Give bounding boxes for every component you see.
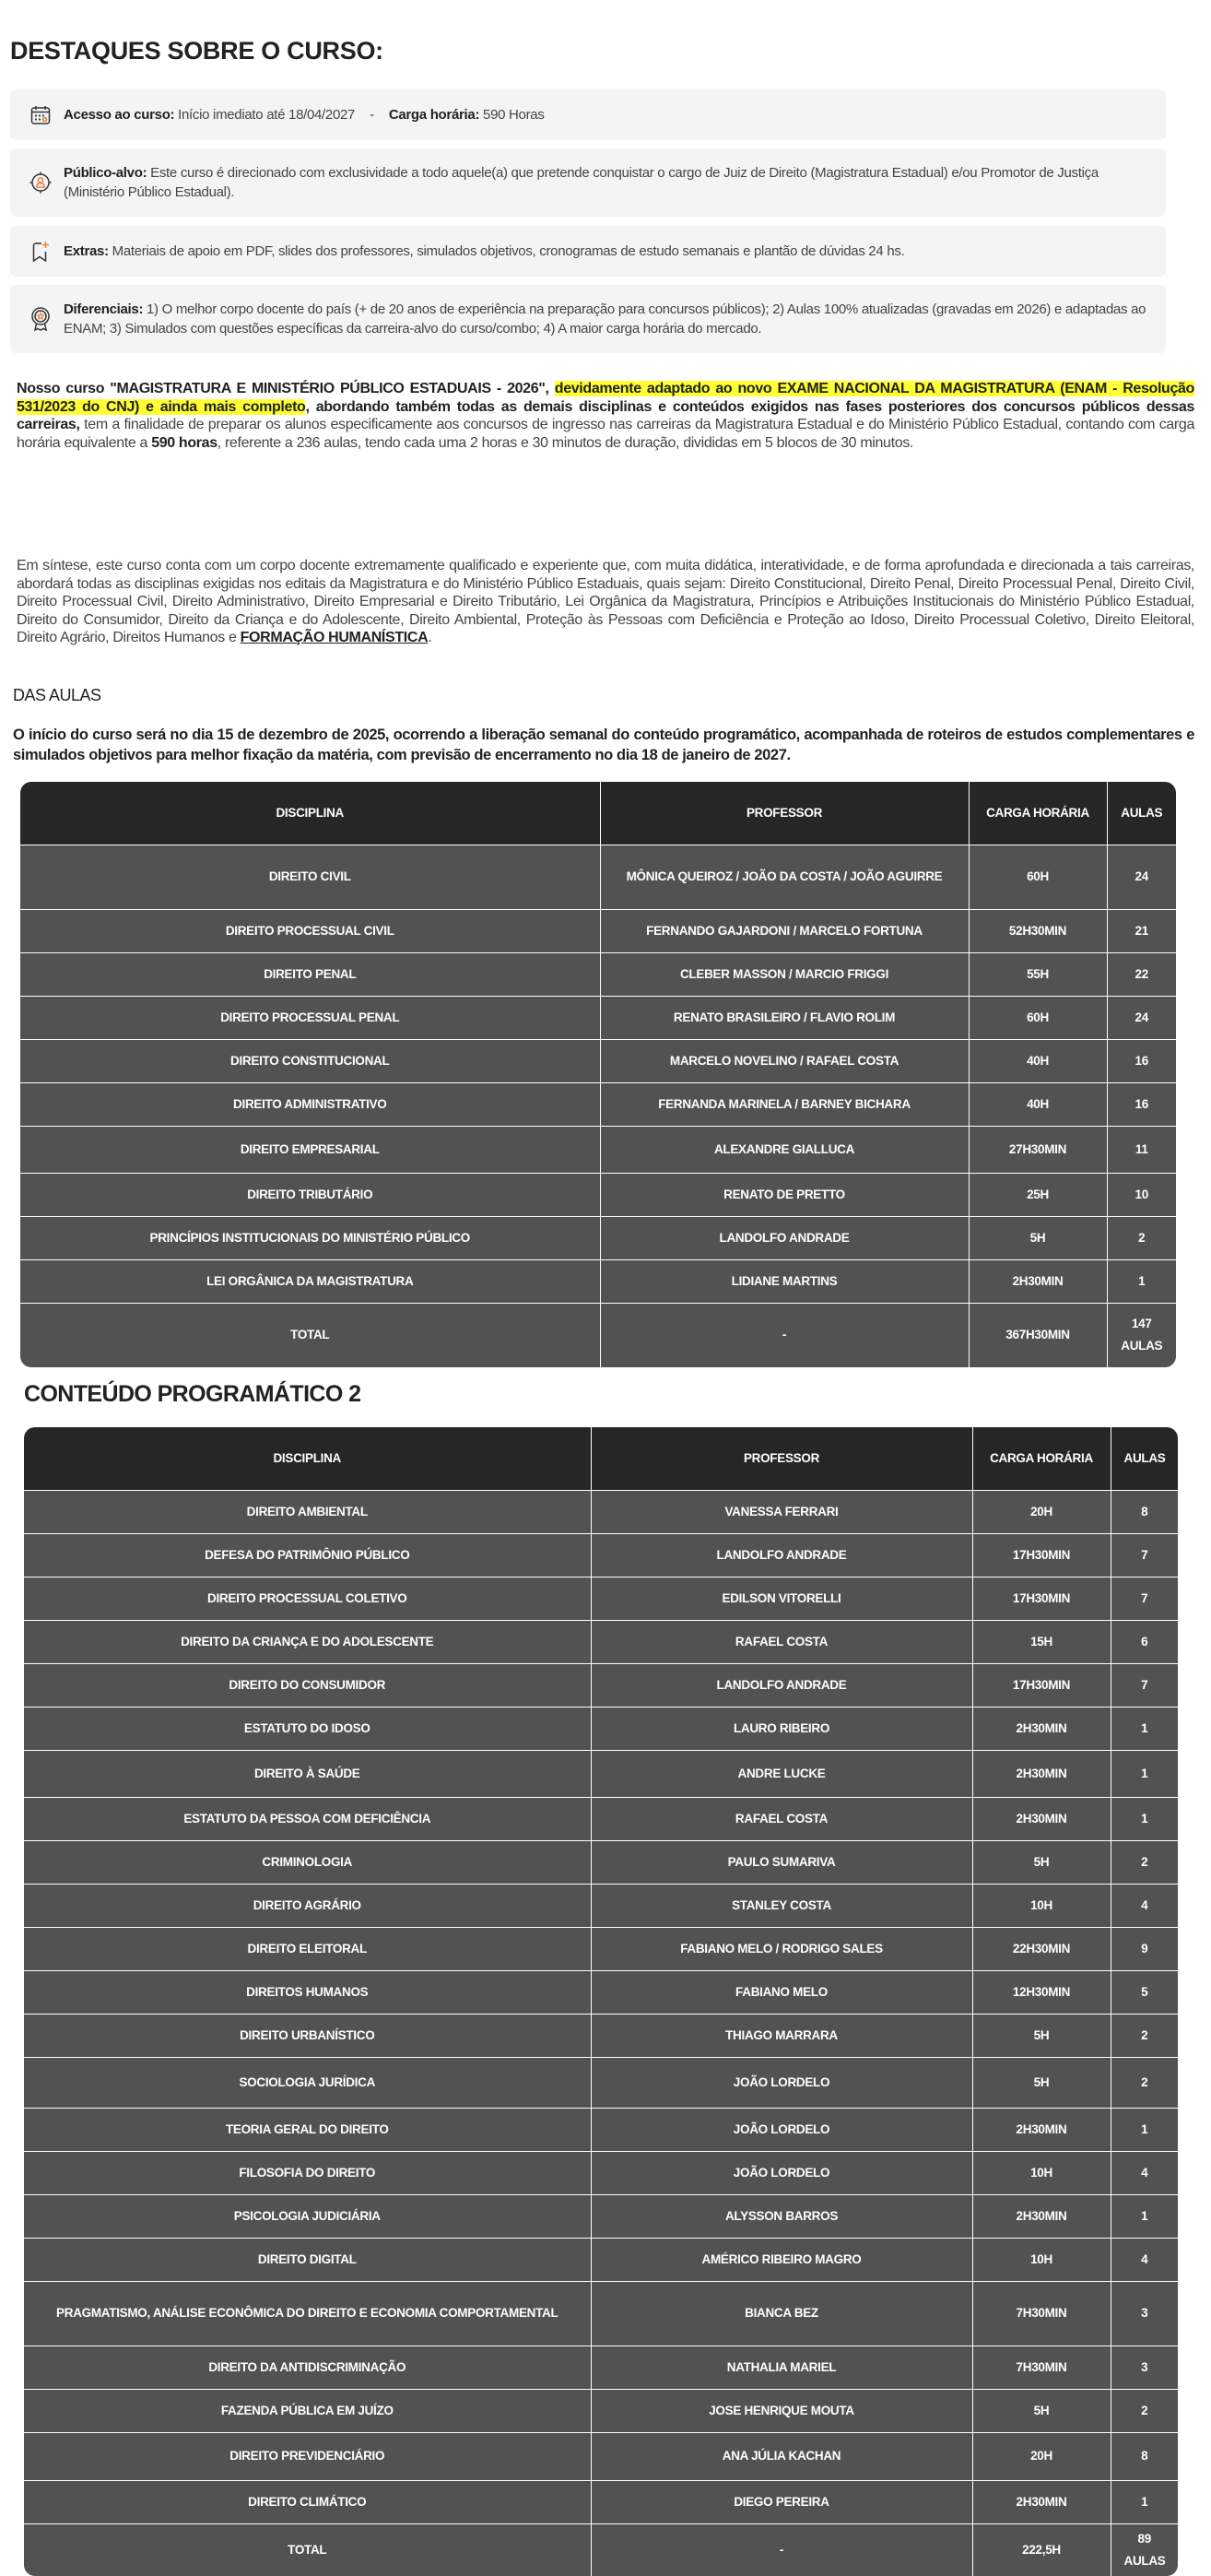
cell-discipline: DIREITO PROCESSUAL CIVIL: [20, 909, 600, 952]
table-row: [20, 845, 1176, 909]
access-info-box: [10, 89, 1166, 140]
table-row: [20, 909, 1176, 952]
cell-discipline: PRAGMATISMO, ANÁLISE ECONÔMICA DO DIREITO E ECONOMIA COMPORTAMENTAL: [24, 2281, 591, 2346]
table-row: [24, 2194, 1178, 2238]
extras-label: Extras:: [64, 243, 109, 259]
cell-discipline: DIREITO CIVIL: [20, 845, 600, 909]
cell-discipline: LEI ORGÂNICA DA MAGISTRATURA: [20, 1259, 600, 1303]
table-header-row: [24, 1427, 1178, 1490]
cell-discipline: ESTATUTO DA PESSOA COM DEFICIÊNCIA: [24, 1797, 591, 1840]
cell-professor: RAFAEL COSTA: [591, 1797, 972, 1840]
cell-discipline: DIREITO PROCESSUAL PENAL: [20, 996, 600, 1039]
cell-workload: 5H: [972, 2389, 1111, 2432]
cell-professor: FERNANDA MARINELA / BARNEY BICHARA: [600, 1082, 969, 1126]
target-audience-value: Este curso é direcionado com exclusividade a todo aquele(a) que pretende conquistar o cargo de Juiz de Direito (Magistratura Estadual) e/ou Promotor de Justiça (Ministério Público Estadual).: [64, 165, 1099, 200]
cell-classes: 3: [1111, 2281, 1178, 2346]
cell-workload: 5H: [972, 1840, 1111, 1884]
table-row: [24, 2281, 1178, 2346]
cell-professor: JOÃO LORDELO: [591, 2108, 972, 2151]
cell-discipline: DIREITOS HUMANOS: [24, 1970, 591, 2014]
cell-workload: 15H: [972, 1620, 1111, 1663]
separator: -: [370, 107, 374, 123]
table-row: [20, 1039, 1176, 1082]
cell-classes: 1: [1111, 1750, 1178, 1797]
cell-classes: 16: [1107, 1082, 1176, 1126]
column-header-workload: CARGA HORÁRIA: [969, 782, 1107, 845]
cell-workload: 60H: [969, 845, 1107, 909]
cell-classes: 3: [1111, 2346, 1178, 2389]
cell-professor: PAULO SUMARIVA: [591, 1840, 972, 1884]
column-header-discipline: DISCIPLINA: [24, 1427, 591, 1490]
extras-box: [10, 226, 1166, 277]
cell-workload: 20H: [972, 1490, 1111, 1533]
table-row: [24, 2108, 1178, 2151]
table-row: [24, 1840, 1178, 1884]
enam-highlight: devidamente adaptado ao novo EXAME NACIONAL DA MAGISTRATURA (ENAM - Resolução 531/2023 do CNJ) e ainda mais completo: [17, 381, 1194, 415]
cell-professor: STANLEY COSTA: [591, 1884, 972, 1927]
cell-discipline: PRINCÍPIOS INSTITUCIONAIS DO MINISTÉRIO PÚBLICO: [20, 1216, 600, 1259]
cell-workload: 22H30MIN: [972, 1927, 1111, 1970]
table-row: [24, 1577, 1178, 1620]
table-row: [24, 1620, 1178, 1663]
table-row: [24, 1797, 1178, 1840]
cell-classes: 24: [1107, 996, 1176, 1039]
cell-classes: 1: [1111, 1797, 1178, 1840]
cell-classes: 2: [1107, 1216, 1176, 1259]
cell-professor: NATHALIA MARIEL: [591, 2346, 972, 2389]
cell-workload: 52H30MIN: [969, 909, 1107, 952]
cell-workload: 5H: [972, 2057, 1111, 2108]
cell-workload: 17H30MIN: [972, 1663, 1111, 1707]
cell-professor: DIEGO PEREIRA: [591, 2480, 972, 2523]
cell-discipline: PSICOLOGIA JUDICIÁRIA: [24, 2194, 591, 2238]
table-row: [24, 2057, 1178, 2108]
cell-workload: 2H30MIN: [969, 1259, 1107, 1303]
cell-workload: 17H30MIN: [972, 1577, 1111, 1620]
hours-total: 590 horas: [151, 434, 218, 451]
course-start-paragraph: O início do curso será no dia 15 de dezembro de 2025, ocorrendo a liberação semanal do conteúdo programático, acompanhada de roteiros de estudos complementares e simulados objetivos para melhor fixação da matéria, com previsão de encerramento no dia 18 de janeiro de 2027.: [13, 727, 1194, 763]
cell-professor: JOÃO LORDELO: [591, 2057, 972, 2108]
cell-professor: LANDOLFO ANDRADE: [591, 1663, 972, 1707]
cell-discipline: CRIMINOLOGIA: [24, 1840, 591, 1884]
intro-end: , referente a 236 aulas, tendo cada uma 2 horas e 30 minutos de duração, divididas em 5 blocos de 30 minutos.: [217, 434, 913, 451]
cell-discipline: DIREITO CLIMÁTICO: [24, 2480, 591, 2523]
cell-workload: 55H: [969, 952, 1107, 996]
cell-discipline: DIREITO PENAL: [20, 952, 600, 996]
cell-workload: 20H: [972, 2432, 1111, 2480]
cell-discipline: TEORIA GERAL DO DIREITO: [24, 2108, 591, 2151]
cell-classes: 22: [1107, 952, 1176, 996]
cell-professor: MÔNICA QUEIROZ / JOÃO DA COSTA / JOÃO AGUIRRE: [600, 845, 969, 909]
cell-professor: -: [591, 2523, 972, 2576]
table-row: [20, 1216, 1176, 1259]
cell-classes: 21: [1107, 909, 1176, 952]
cell-professor: MARCELO NOVELINO / RAFAEL COSTA: [600, 1039, 969, 1082]
column-header-professor: PROFESSOR: [600, 782, 969, 845]
cell-classes: 4: [1111, 2238, 1178, 2281]
extras-value: Materiais de apoio em PDF, slides dos professores, simulados objetivos, cronogramas de estudo semanais e plantão de dúvidas 24 hs.: [108, 243, 905, 259]
table-row: [20, 996, 1176, 1039]
cell-classes: 1: [1111, 2480, 1178, 2523]
cell-discipline: DIREITO ELEITORAL: [24, 1927, 591, 1970]
cell-professor: ALEXANDRE GIALLUCA: [600, 1126, 969, 1173]
table-row: [24, 1884, 1178, 1927]
cell-discipline: DIREITO À SAÚDE: [24, 1750, 591, 1797]
cell-discipline: FILOSOFIA DO DIREITO: [24, 2151, 591, 2194]
cell-discipline: DIREITO DIGITAL: [24, 2238, 591, 2281]
cell-professor: THIAGO MARRARA: [591, 2014, 972, 2057]
cell-professor: LANDOLFO ANDRADE: [600, 1216, 969, 1259]
cell-discipline: TOTAL: [20, 1303, 600, 1367]
cell-professor: CLEBER MASSON / MARCIO FRIGGI: [600, 952, 969, 996]
differentials-box: [10, 285, 1166, 353]
target-audience-box: [10, 148, 1166, 217]
highlights-title: DESTAQUES SOBRE O CURSO:: [10, 37, 383, 65]
cell-workload: 2H30MIN: [972, 2480, 1111, 2523]
cell-workload: 2H30MIN: [972, 1797, 1111, 1840]
cell-classes: 1: [1111, 2194, 1178, 2238]
cell-professor: BIANCA BEZ: [591, 2281, 972, 2346]
summary-end: .: [428, 630, 432, 645]
cell-professor: FERNANDO GAJARDONI / MARCELO FORTUNA: [600, 909, 969, 952]
cell-discipline: DIREITO AGRÁRIO: [24, 1884, 591, 1927]
cell-classes: 7: [1111, 1663, 1178, 1707]
cell-workload: 7H30MIN: [972, 2346, 1111, 2389]
cell-professor: ALYSSON BARROS: [591, 2194, 972, 2238]
cell-classes: 2: [1111, 2014, 1178, 2057]
cell-classes: 10: [1107, 1173, 1176, 1216]
cell-professor: FABIANO MELO: [591, 1970, 972, 2014]
cell-workload: 5H: [972, 2014, 1111, 2057]
curriculum-table-2-container: [24, 1427, 1178, 2576]
intro-rest: tem a finalidade de preparar os alunos especificamente aos concursos de ingresso nas carreiras da Magistratura Estadual e do Ministério Público Estadual, contando com carga horária equivalente a: [17, 417, 1194, 451]
cell-classes: 16: [1107, 1039, 1176, 1082]
cell-professor: ANA JÚLIA KACHAN: [591, 2432, 972, 2480]
cell-workload: 25H: [969, 1173, 1107, 1216]
table-row: [24, 2389, 1178, 2432]
access-label: Acesso ao curso:: [64, 107, 175, 123]
cell-discipline: DEFESA DO PATRIMÔNIO PÚBLICO: [24, 1533, 591, 1577]
humanistic-formation-link[interactable]: FORMAÇÃO HUMANÍSTICA: [240, 630, 429, 645]
cell-professor: ANDRE LUCKE: [591, 1750, 972, 1797]
column-header-classes: AULAS: [1111, 1427, 1178, 1490]
course-name-text: Nosso curso "MAGISTRATURA E MINISTÉRIO PÚBLICO ESTADUAIS - 2026",: [17, 381, 549, 396]
cell-professor: VANESSA FERRARI: [591, 1490, 972, 1533]
column-header-discipline: DISCIPLINA: [20, 782, 600, 845]
cell-discipline: DIREITO TRIBUTÁRIO: [20, 1173, 600, 1216]
cell-classes: 7: [1111, 1577, 1178, 1620]
cell-discipline: DIREITO URBANÍSTICO: [24, 2014, 591, 2057]
cell-discipline: DIREITO CONSTITUCIONAL: [20, 1039, 600, 1082]
cell-professor: EDILSON VITORELLI: [591, 1577, 972, 1620]
table-total-row: [20, 1303, 1176, 1367]
table-row: [24, 1970, 1178, 2014]
cell-professor: RENATO DE PRETTO: [600, 1173, 969, 1216]
cell-workload: 222,5H: [972, 2523, 1111, 2576]
cell-workload: 10H: [972, 2151, 1111, 2194]
cell-workload: 2H30MIN: [972, 1750, 1111, 1797]
cell-classes: 2: [1111, 2057, 1178, 2108]
cell-workload: 2H30MIN: [972, 2108, 1111, 2151]
target-user-icon: [27, 169, 54, 196]
cell-classes: 5: [1111, 1970, 1178, 2014]
intro-bold-continuation: , abordando também todas as demais disciplinas e conteúdos exigidos nas fases posteriores dos concursos públicos dessas carreiras,: [17, 398, 1194, 432]
workload-label: Carga horária:: [388, 107, 480, 123]
access-value: Início imediato até 18/04/2027: [174, 107, 356, 123]
table-row: [24, 1490, 1178, 1533]
cell-classes: 2: [1111, 2389, 1178, 2432]
cell-discipline: TOTAL: [24, 2523, 591, 2576]
bookmark-plus-icon: [27, 238, 54, 266]
cell-workload: 5H: [969, 1216, 1107, 1259]
cell-workload: 40H: [969, 1039, 1107, 1082]
cell-classes: 4: [1111, 1884, 1178, 1927]
table-row: [24, 2151, 1178, 2194]
cell-classes: 11: [1107, 1126, 1176, 1173]
cell-professor: RENATO BRASILEIRO / FLAVIO ROLIM: [600, 996, 969, 1039]
column-header-professor: PROFESSOR: [591, 1427, 972, 1490]
cell-discipline: DIREITO AMBIENTAL: [24, 1490, 591, 1533]
column-header-workload: CARGA HORÁRIA: [972, 1427, 1111, 1490]
differentials-label: Diferenciais:: [64, 301, 144, 317]
cell-workload: 60H: [969, 996, 1107, 1039]
table-row: [24, 1750, 1178, 1797]
cell-discipline: SOCIOLOGIA JURÍDICA: [24, 2057, 591, 2108]
cell-discipline: DIREITO PREVIDENCIÁRIO: [24, 2432, 591, 2480]
calendar-icon: [27, 101, 54, 129]
cell-classes: 4: [1111, 2151, 1178, 2194]
cell-workload: 12H30MIN: [972, 1970, 1111, 2014]
cell-classes: 1: [1107, 1259, 1176, 1303]
cell-professor: LANDOLFO ANDRADE: [591, 1533, 972, 1577]
table-total-row: [24, 2523, 1178, 2576]
cell-discipline: FAZENDA PÚBLICA EM JUÍZO: [24, 2389, 591, 2432]
curriculum-table-1: [20, 782, 1176, 1367]
target-audience-text: [64, 163, 1151, 202]
cell-classes: 24: [1107, 845, 1176, 909]
cell-discipline: DIREITO PROCESSUAL COLETIVO: [24, 1577, 591, 1620]
classes-section-label: DAS AULAS: [13, 686, 101, 704]
cell-discipline: ESTATUTO DO IDOSO: [24, 1707, 591, 1750]
course-intro-paragraph: [17, 380, 1194, 452]
differentials-text: [64, 300, 1151, 338]
section-2-title: CONTEÚDO PROGRAMÁTICO 2: [24, 1381, 361, 1407]
cell-professor: RAFAEL COSTA: [591, 1620, 972, 1663]
column-header-classes: AULAS: [1107, 782, 1176, 845]
course-summary-paragraph: [17, 557, 1194, 647]
cell-professor: AMÉRICO RIBEIRO MAGRO: [591, 2238, 972, 2281]
cell-classes: 9: [1111, 1927, 1178, 1970]
cell-classes: 1: [1111, 1707, 1178, 1750]
cell-discipline: DIREITO ADMINISTRATIVO: [20, 1082, 600, 1126]
cell-workload: 17H30MIN: [972, 1533, 1111, 1577]
cell-workload: 10H: [972, 1884, 1111, 1927]
cell-classes: 7: [1111, 1533, 1178, 1577]
cell-professor: LAURO RIBEIRO: [591, 1707, 972, 1750]
summary-text: Em síntese, este curso conta com um corpo docente extremamente qualificado e experiente que, com muita didática, interatividade, e de forma aprofundada e direcionada a tais carreiras, abordará todas as disciplinas exigidas nos editais da Magistratura e do Ministério Público Estaduais, quais sejam: Direito Constitucional, Direito Penal, Direito Processual Penal, Direito Civil, Direito Processual Civil, Direito Administrativo, Direito Empresarial e Direito Tributário, Lei Orgânica da Magistratura, Princípios e Atribuições Institucionais do Ministério Público Estadual, Direito do Consumidor, Direito da Criança e do Adolescente, Direito Ambiental, Proteção às Pessoas com Deficiência e Proteção ao Idoso, Direito Processual Coletivo, Direito Eleitoral, Direito Agrário, Direitos Humanos e: [17, 558, 1194, 645]
cell-classes: 147 AULAS: [1107, 1303, 1176, 1367]
table-row: [24, 2238, 1178, 2281]
access-info-text: [64, 105, 545, 124]
table-row: [24, 1533, 1178, 1577]
differentials-value: 1) O melhor corpo docente do país (+ de 20 anos de experiência na preparação para concursos públicos); 2) Aulas 100% atualizadas (gravadas em 2026) e adaptadas ao ENAM; 3) Simulados com questões específicas da carreira-alvo do curso/combo; 4) A maior carga horária do mercado.: [64, 301, 1146, 337]
table-row: [20, 1173, 1176, 1216]
cell-workload: 367H30MIN: [969, 1303, 1107, 1367]
cell-professor: LIDIANE MARTINS: [600, 1259, 969, 1303]
table-row: [20, 1126, 1176, 1173]
cell-classes: 1: [1111, 2108, 1178, 2151]
table-row: [24, 1707, 1178, 1750]
curriculum-table-2: [24, 1427, 1178, 2576]
cell-workload: 2H30MIN: [972, 2194, 1111, 2238]
cell-discipline: DIREITO DA ANTIDISCRIMINAÇÃO: [24, 2346, 591, 2389]
cell-discipline: DIREITO EMPRESARIAL: [20, 1126, 600, 1173]
table-row: [20, 1082, 1176, 1126]
cell-discipline: DIREITO DA CRIANÇA E DO ADOLESCENTE: [24, 1620, 591, 1663]
cell-workload: 7H30MIN: [972, 2281, 1111, 2346]
table-row: [24, 2346, 1178, 2389]
workload-value: 590 Horas: [479, 107, 545, 123]
table-row: [24, 2480, 1178, 2523]
target-audience-label: Público-alvo:: [64, 165, 147, 181]
curriculum-table-1-container: [20, 782, 1176, 1367]
table-row: [20, 952, 1176, 996]
cell-professor: JOÃO LORDELO: [591, 2151, 972, 2194]
table-row: [24, 1927, 1178, 1970]
cell-classes: 8: [1111, 2432, 1178, 2480]
extras-text: [64, 242, 904, 261]
table-row: [24, 2432, 1178, 2480]
cell-discipline: DIREITO DO CONSUMIDOR: [24, 1663, 591, 1707]
table-header-row: [20, 782, 1176, 845]
cell-workload: 10H: [972, 2238, 1111, 2281]
cell-classes: 6: [1111, 1620, 1178, 1663]
cell-workload: 2H30MIN: [972, 1707, 1111, 1750]
cell-classes: 89 AULAS: [1111, 2523, 1178, 2576]
cell-classes: 2: [1111, 1840, 1178, 1884]
cell-workload: 27H30MIN: [969, 1126, 1107, 1173]
cell-classes: 8: [1111, 1490, 1178, 1533]
table-row: [20, 1259, 1176, 1303]
table-row: [24, 2014, 1178, 2057]
cell-professor: -: [600, 1303, 969, 1367]
cell-professor: JOSE HENRIQUE MOUTA: [591, 2389, 972, 2432]
table-row: [24, 1663, 1178, 1707]
cell-professor: FABIANO MELO / RODRIGO SALES: [591, 1927, 972, 1970]
award-badge-icon: [27, 305, 54, 333]
cell-workload: 40H: [969, 1082, 1107, 1126]
